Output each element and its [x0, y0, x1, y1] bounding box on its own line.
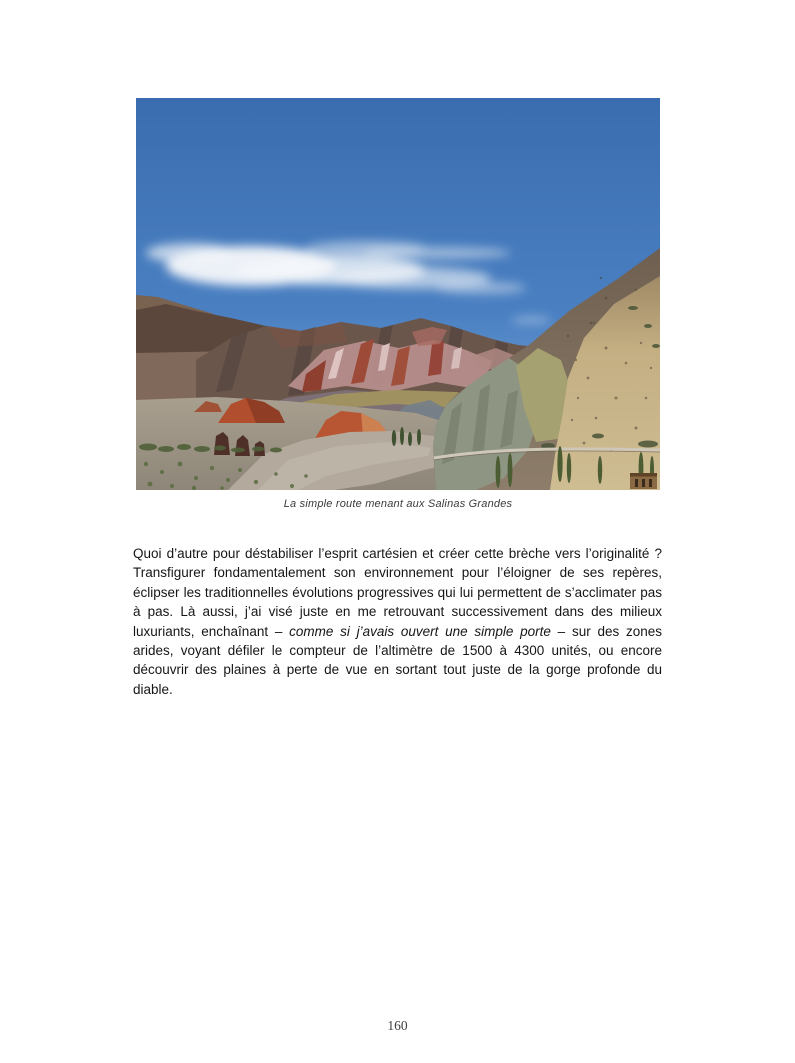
paragraph-italic-phrase: comme si j’avais ouvert une simple porte [289, 623, 551, 639]
hut [630, 473, 657, 489]
figure [136, 98, 660, 510]
figure-caption: La simple route menant aux Salinas Grandes [283, 498, 513, 510]
paragraph-text-2: – sur des zones arides, voyant défiler le compteur de l’altimètre de 1500 à 4300 unités, ou encore découvrir des plaines à perte de vue en sortant tout juste de la gorge profonde du diable. [133, 623, 662, 697]
page-number: 160 [387, 1018, 408, 1033]
body-paragraph [133, 544, 662, 699]
landscape-photo [136, 98, 660, 490]
paragraph-text-1: Quoi d’autre pour déstabiliser l’esprit cartésien et créer cette brèche vers l’originalité ? Transfigurer fondamentalement son environnement pour l’éloigner de ses repères, éclipser les traditionnelles évolutions progressives qui lui permettent de s’acclimater pas à pas. Là aussi, j’ai visé juste en me retrouvant successivement dans des milieux luxuriants, enchaînant – [133, 546, 662, 639]
landscape-photo-svg [136, 98, 660, 490]
